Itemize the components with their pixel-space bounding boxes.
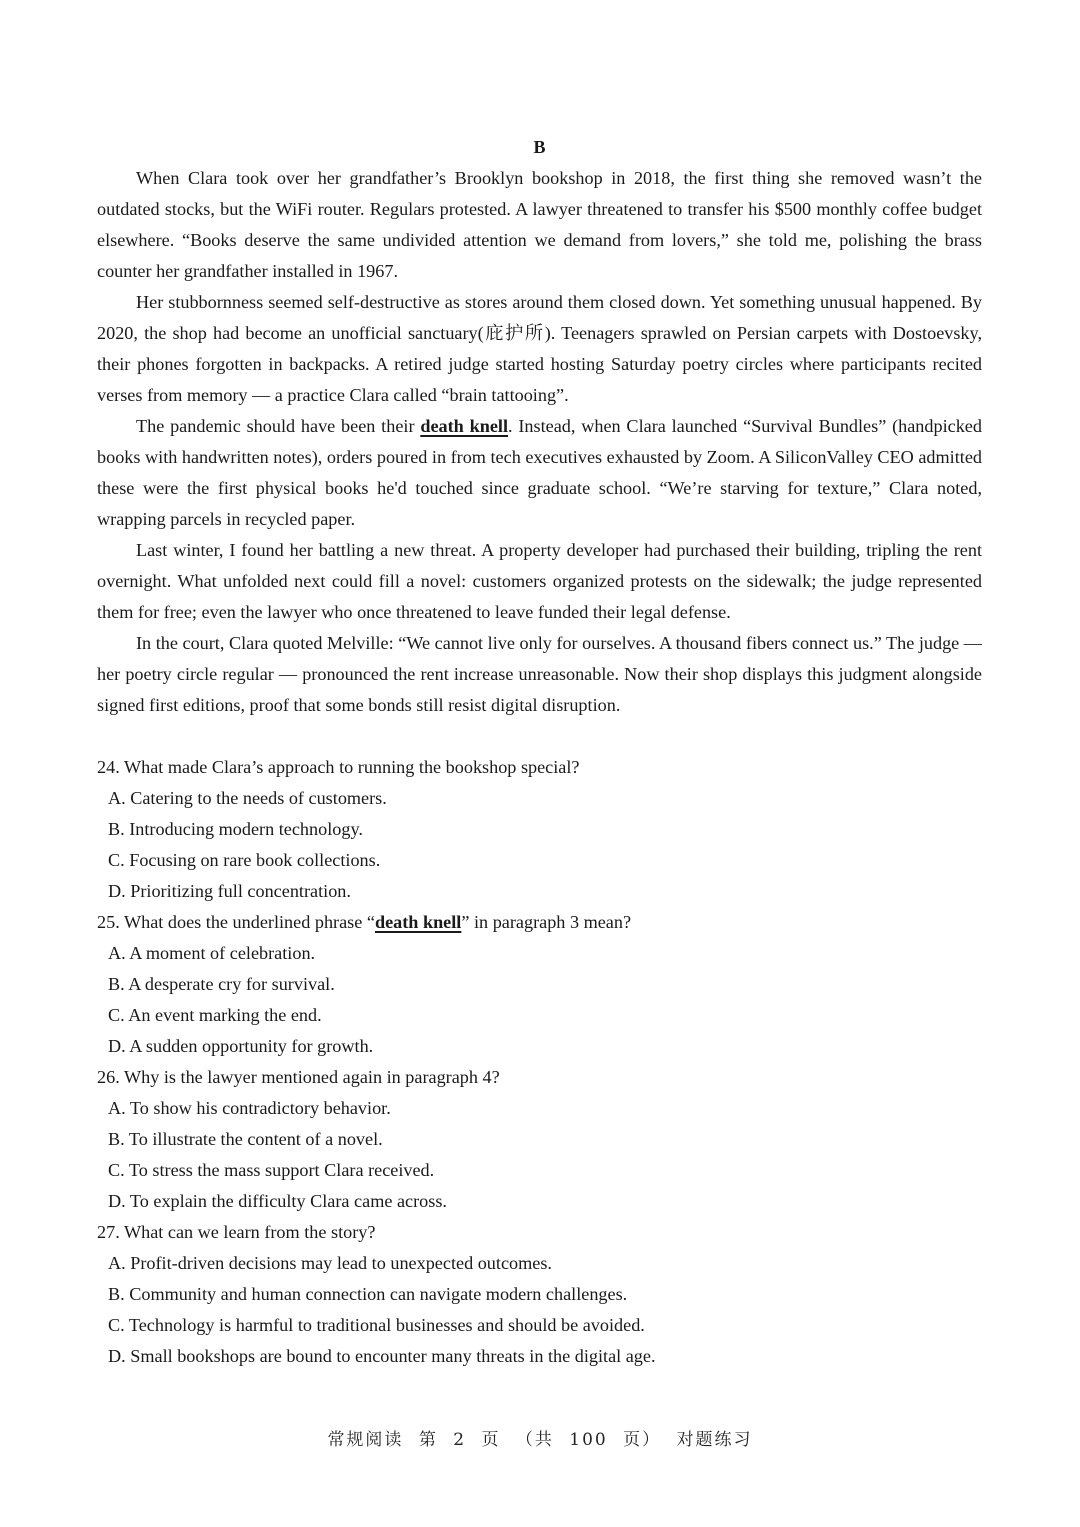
page-footer [0,1425,1080,1450]
option-d: D. Prioritizing full concentration. [108,881,351,901]
passage-paragraph-3 [97,411,982,535]
question-stem [97,907,982,938]
paragraph-text: . Instead, when Clara launched “Survival Bundles” (handpicked books with handwritten notes), orders poured in from tech executives exhausted by Zoom. A SiliconValley CEO admitted these were the first physical books he'd touched since graduate school. “We’re starving for texture,” Clara noted, wrapping parcels in recycled paper. [97,416,982,529]
footer-page-prefix: 第 [418,1430,438,1450]
question-stem: 24. What made Clara’s approach to running the bookshop special? [97,757,580,777]
footer-page-number: 2 [453,1430,467,1450]
option-a: A. Profit-driven decisions may lead to unexpected outcomes. [108,1253,552,1273]
stem-text: ” in paragraph 3 mean? [461,912,632,932]
passage-paragraph-2: Her stubbornness seemed self-destructive as stores around them closed down. Yet something unusual happened. By 2020, the shop had become an unofficial sanctuary(庇护所). Teenagers sprawled on Persian carpets with Dostoevsky, their phones forgotten in backpacks. A retired judge started hosting Saturday poetry circles where participants recited verses from memory — a practice Clara called “brain tattooing”. [97,292,982,405]
footer-total-pages: 100 [569,1430,608,1450]
footer-category: 常规阅读 [327,1430,404,1450]
option-c: C. To stress the mass support Clara received. [108,1160,435,1180]
exam-page [97,132,982,1372]
option-b: B. Community and human connection can navigate modern challenges. [108,1284,628,1304]
passage-paragraph-4: Last winter, I found her battling a new threat. A property developer had purchased their building, tripling the rent overnight. What unfolded next could fill a novel: customers organized protests on the sidewalk; the judge represented them for free; even the lawyer who once threatened to leave funded their legal defense. [97,540,982,622]
underlined-phrase: death knell [374,912,462,932]
option-c: C. An event marking the end. [108,1005,322,1025]
footer-suffix: 对题练习 [676,1430,753,1450]
option-a: A. A moment of celebration. [108,943,316,963]
question-24 [97,752,982,907]
option-b: B. To illustrate the content of a novel. [108,1129,383,1149]
option-d: D. A sudden opportunity for growth. [108,1036,374,1056]
option-b: B. A desperate cry for survival. [108,974,335,994]
stem-text: 25. What does the underlined phrase “ [97,912,375,932]
footer-total-close: 页） [623,1430,662,1450]
passage-paragraph-1: When Clara took over her grandfather’s Brooklyn bookshop in 2018, the first thing she removed wasn’t the outdated stocks, but the WiFi router. Regulars protested. A lawyer threatened to transfer his $500 monthly coffee budget elsewhere. “Books deserve the same undivided attention we demand from lovers,” she told me, polishing the brass counter her grandfather installed in 1967. [97,168,982,281]
underlined-phrase: death knell [420,416,508,436]
question-list [97,752,982,1372]
option-c: C. Focusing on rare book collections. [108,850,381,870]
question-25 [97,907,982,1062]
question-stem: 27. What can we learn from the story? [97,1222,376,1242]
option-b: B. Introducing modern technology. [108,819,363,839]
option-a: A. Catering to the needs of customers. [108,788,387,808]
passage-paragraph-5: In the court, Clara quoted Melville: “We cannot live only for ourselves. A thousand fibers connect us.” The judge — her poetry circle regular — pronounced the rent increase unreasonable. Now their shop displays this judgment alongside signed first editions, proof that some bonds still resist digital disruption. [97,633,982,715]
paragraph-text: The pandemic should have been their [136,416,421,436]
footer-total-open: （共 [515,1430,554,1450]
question-stem: 26. Why is the lawyer mentioned again in paragraph 4? [97,1067,500,1087]
question-27 [97,1217,982,1372]
option-a: A. To show his contradictory behavior. [108,1098,391,1118]
option-d: D. Small bookshops are bound to encounter many threats in the digital age. [108,1346,656,1366]
question-26 [97,1062,982,1217]
footer-page-unit: 页 [481,1430,501,1450]
section-heading: B [533,137,546,157]
reading-passage [97,163,982,721]
option-d: D. To explain the difficulty Clara came across. [108,1191,447,1211]
option-c: C. Technology is harmful to traditional businesses and should be avoided. [108,1315,645,1335]
